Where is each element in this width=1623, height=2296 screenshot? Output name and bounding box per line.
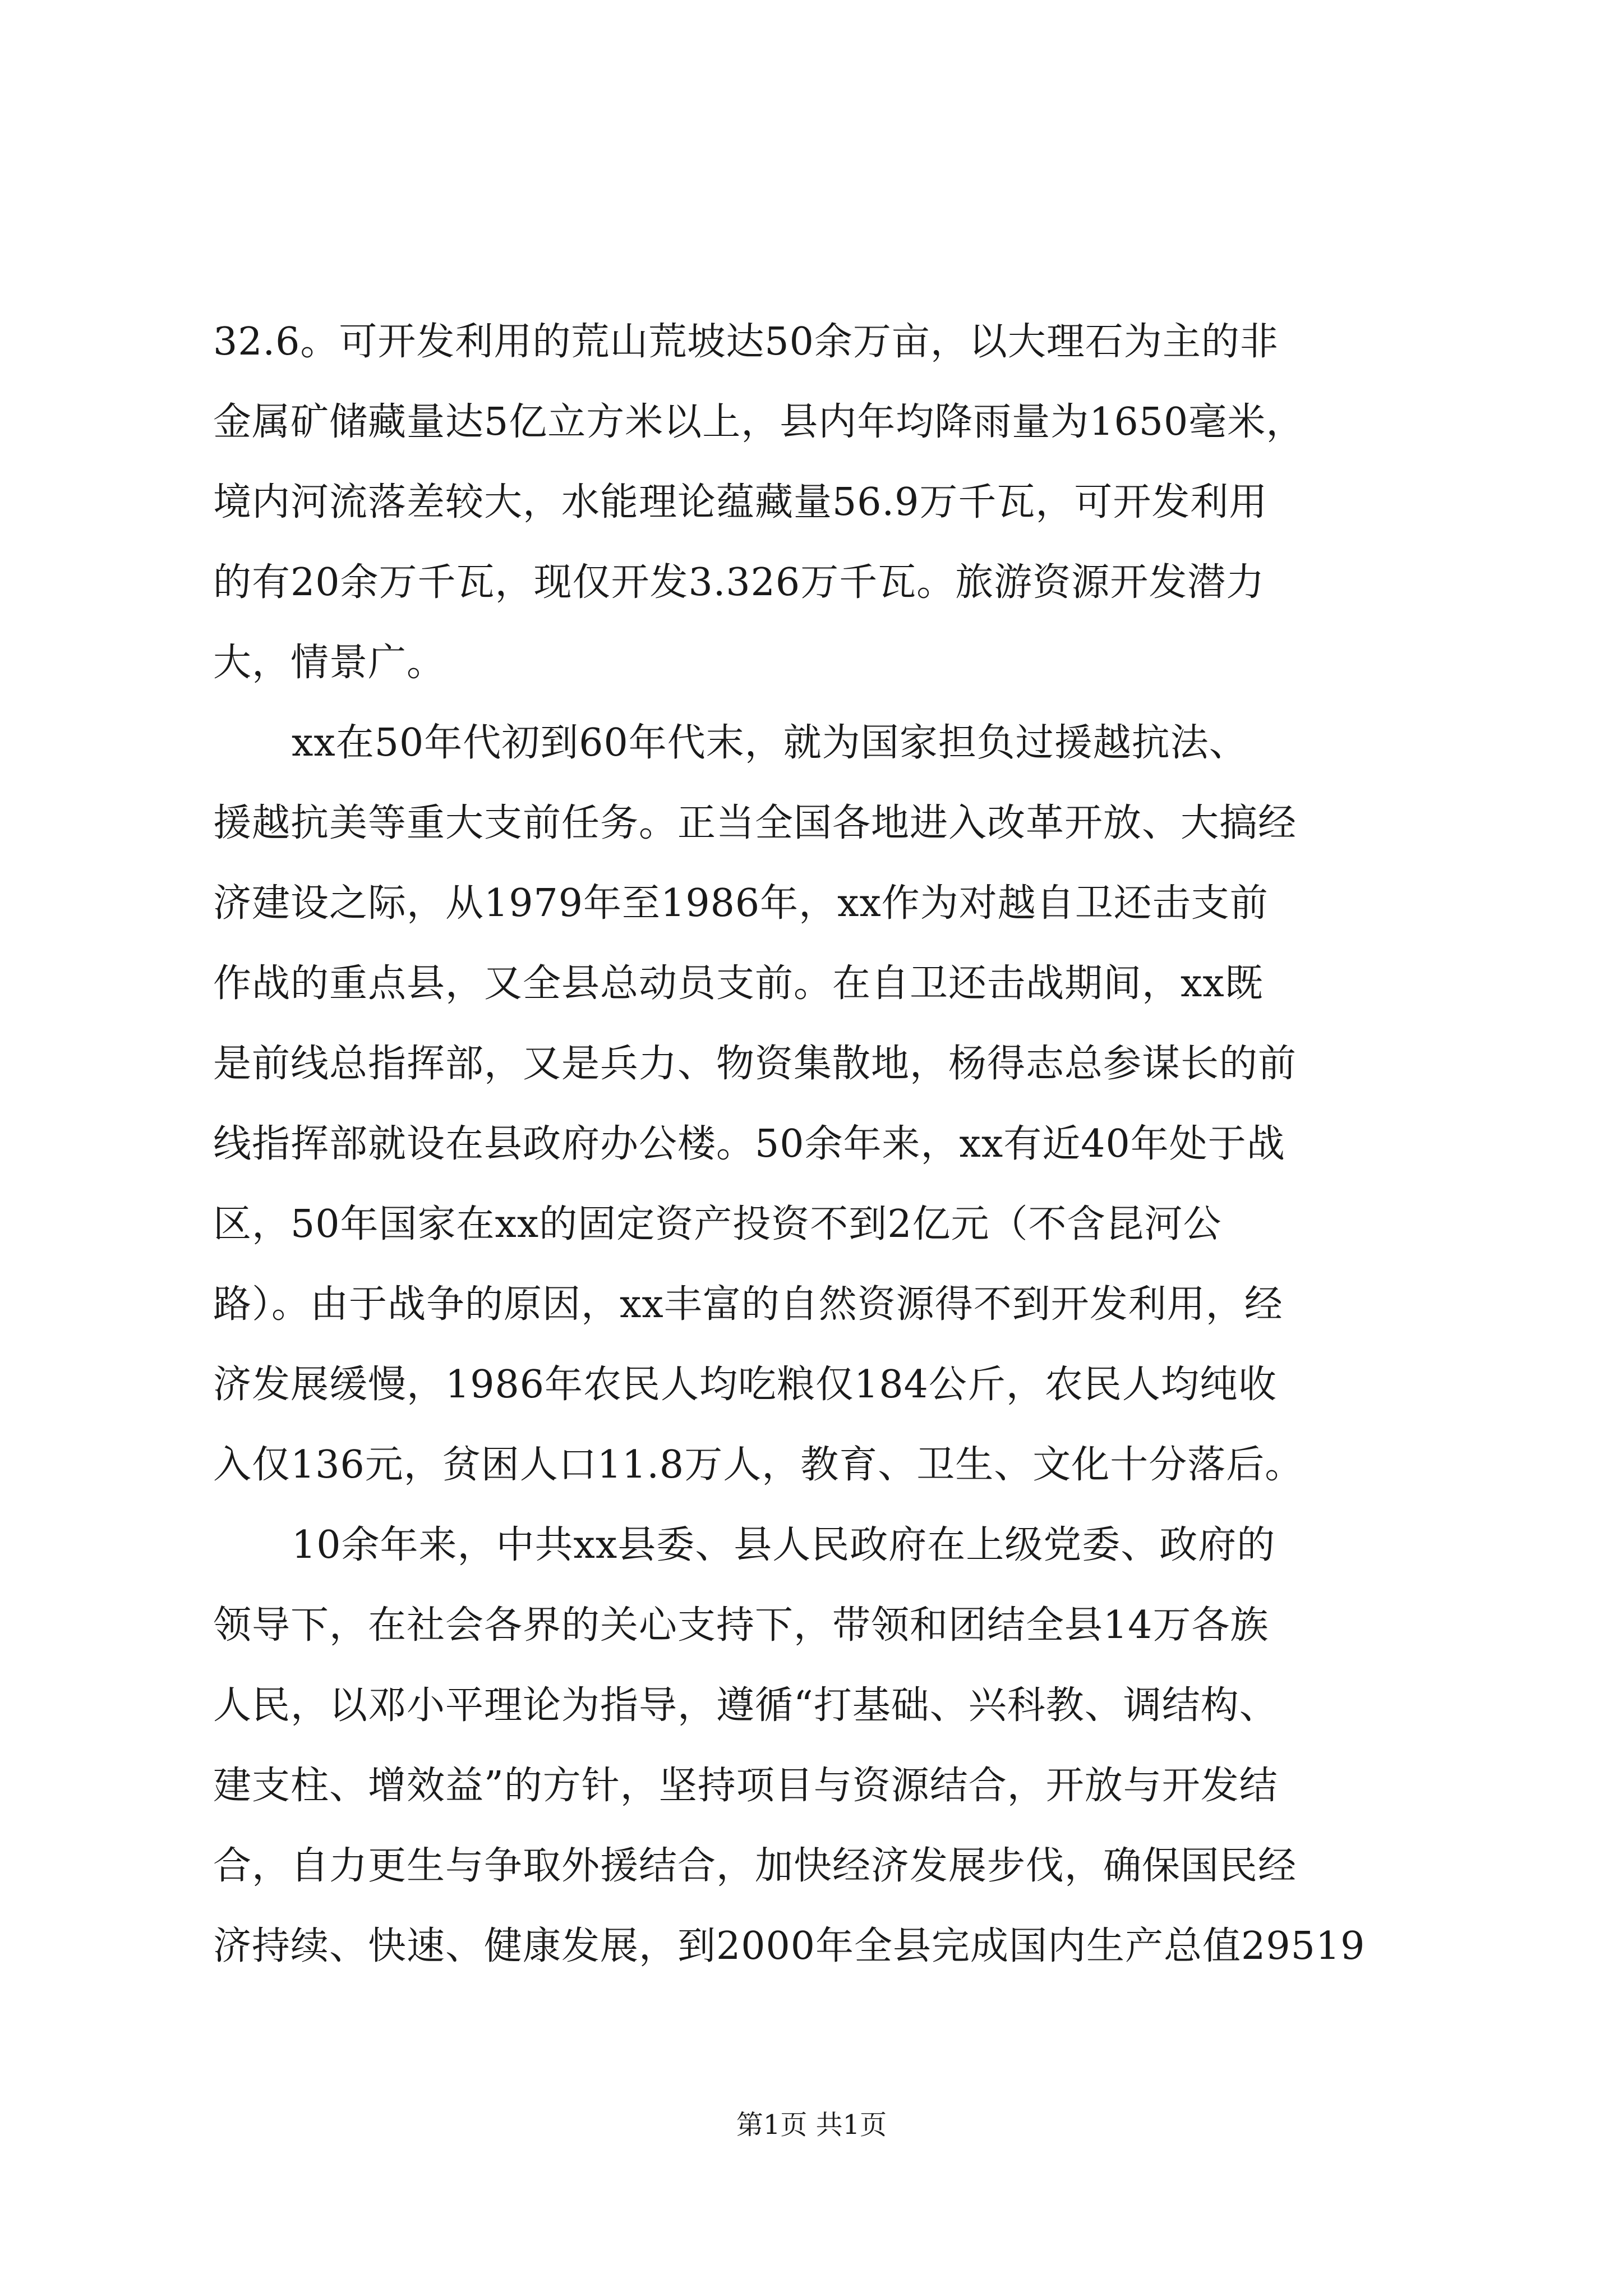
text-line: 济发展缓慢，1986年农民人均吃粮仅184公斤，农民人均纯收 — [213, 1363, 1277, 1407]
text-line: 区，50年国家在xx的固定资产投资不到2亿元（不含昆河公 — [213, 1202, 1222, 1246]
text-line: 线指挥部就设在县政府办公楼。50余年来，xx有近40年处于战 — [213, 1122, 1285, 1166]
body-text — [213, 302, 1424, 1986]
text-line: 领导下，在社会各界的关心支持下，带领和团结全县14万各族 — [213, 1603, 1269, 1648]
text-line: 境内河流落差较大，水能理论蕴藏量56.9万千瓦，可开发利用 — [213, 480, 1268, 524]
page-footer: 第1页 共1页 — [736, 2109, 887, 2141]
text-line: 入仅136元，贫困人口11.8万人，教育、卫生、文化十分落后。 — [213, 1443, 1304, 1487]
text-line: 人民，以邓小平理论为指导，遵循“打基础、兴科教、调结构、 — [213, 1683, 1278, 1728]
text-line: 合，自力更生与争取外援结合，加快经济发展步伐，确保国民经 — [213, 1844, 1297, 1888]
text-line: 济建设之际，从1979年至1986年，xx作为对越自卫还击支前 — [213, 881, 1269, 926]
text-line: 大，情景广。 — [213, 641, 446, 685]
text-line: 的有20余万千瓦，现仅开发3.326万千瓦。旅游资源开发潜力 — [213, 560, 1265, 605]
text-line: 路）。由于战争的原因，xx丰富的自然资源得不到开发利用，经 — [213, 1282, 1283, 1327]
text-line: 32.6。可开发利用的荒山荒坡达50余万亩，以大理石为主的非 — [213, 320, 1279, 364]
text-line: 济持续、快速、健康发展，到2000年全县完成国内生产总值29519 — [213, 1924, 1366, 1968]
paragraph-first-line: 10余年来，中共xx县委、县人民政府在上级党委、政府的 — [292, 1523, 1276, 1567]
paragraph-first-line: xx在50年代初到60年代末，就为国家担负过援越抗法、 — [292, 721, 1248, 765]
text-line: 援越抗美等重大支前任务。正当全国各地进入改革开放、大搞经 — [213, 801, 1297, 845]
text-line: 是前线总指挥部，又是兵力、物资集散地，杨得志总参谋长的前 — [213, 1042, 1297, 1086]
text-line: 金属矿储藏量达5亿立方米以上，县内年均降雨量为1650毫米， — [213, 400, 1305, 444]
text-line: 建支柱、增效益”的方针，坚持项目与资源结合，开放与开发结 — [213, 1764, 1278, 1808]
text-line: 作战的重点县，又全县总动员支前。在自卫还击战期间，xx既 — [213, 961, 1264, 1006]
